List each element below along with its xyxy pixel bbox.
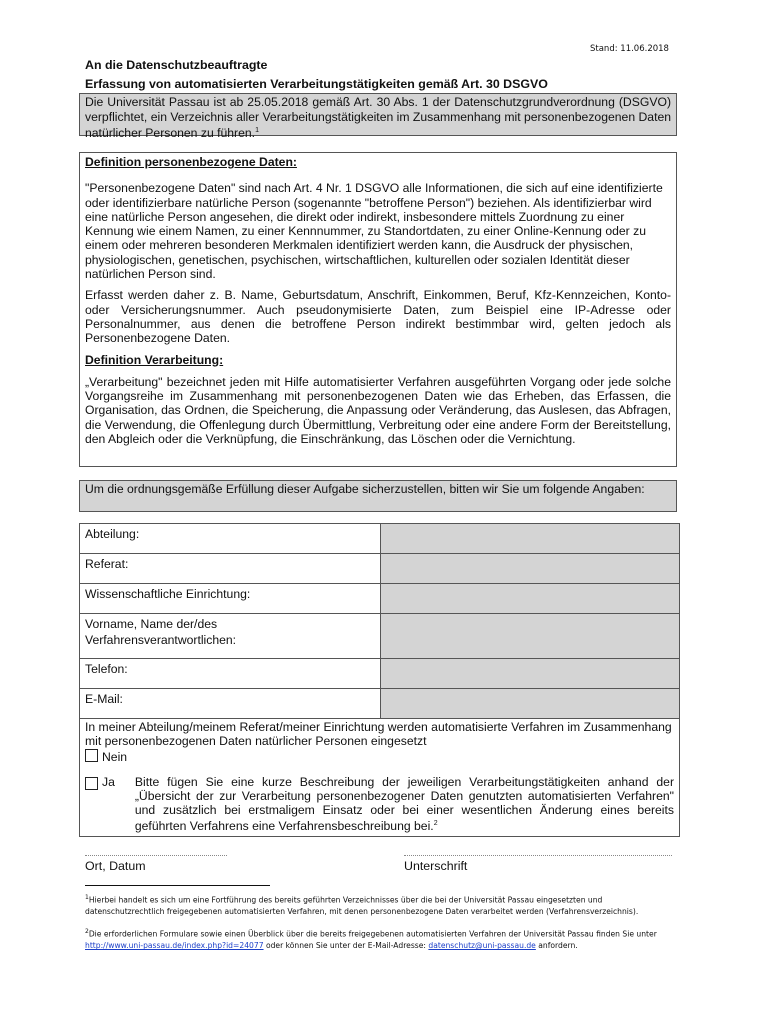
abteilung-label: Abteilung: <box>80 524 381 554</box>
checkbox-yes[interactable] <box>85 777 98 790</box>
email-label: E-Mail: <box>80 689 381 719</box>
referat-label: Referat: <box>80 554 381 584</box>
option-no-label: Nein <box>102 750 128 765</box>
footnote-2-number: 2 <box>85 928 89 935</box>
telefon-field[interactable] <box>381 659 680 689</box>
document-title: Erfassung von automatisierten Verarbeitungstätigkeiten gemäß Art. 30 DSGVO <box>85 77 548 91</box>
intro-text: Die Universität Passau ist ab 25.05.2018 gemäß Art. 30 Abs. 1 der Datenschutzgrundverordnung (DSGVO) verpflichtet, ein Verzeichnis aller Verarbeitungstätigkeiten im Zusammenhang mit personenbezogenen Daten natürlicher Personen zu führen. <box>85 95 672 141</box>
footnote-2-text-c: anfordern. <box>535 941 578 951</box>
usage-question: In meiner Abteilung/meinem Referat/meiner Einrichtung werden automatisierte Verfahren im Zusammenhang mit personenbezogenen Daten natürlicher Personen eingesetzt <box>85 720 672 749</box>
usage-question-cell <box>80 719 680 837</box>
footnote-2-email-link[interactable]: datenschutz@uni-passau.de <box>428 941 536 951</box>
option-yes-description <box>135 775 674 834</box>
signature-line <box>404 855 672 856</box>
definition-personal-examples: Erfasst werden daher z. B. Name, Geburtsdatum, Anschrift, Einkommen, Beruf, Kfz-Kennzeichen, Konto- oder Versicherungsnummer. Auch pseudonymisierte Daten, zum Beispiel eine IP-Adresse oder Personalnummer, aus denen die betroffene Person indirekt bestimmbar wird, gelten jedoch als Personenbezogene Daten. <box>85 288 671 346</box>
definitions-box <box>79 152 677 467</box>
request-box <box>79 480 677 512</box>
einrichtung-label: Wissenschaftliche Einrichtung: <box>80 584 381 614</box>
signature-label: Unterschrift <box>404 859 468 873</box>
verantwortlicher-label-line2: Verfahrensverantwortlichen: <box>85 633 237 647</box>
footnote-2-link[interactable]: http://www.uni-passau.de/index.php?id=24077 <box>85 941 264 951</box>
place-date-label: Ort, Datum <box>85 859 146 873</box>
footnote-ref-1[interactable]: 1 <box>255 127 259 134</box>
einrichtung-field[interactable] <box>381 584 680 614</box>
verantwortlicher-label <box>80 614 381 659</box>
verantwortlicher-label-line1: Vorname, Name der/des <box>85 617 218 631</box>
recipient-heading: An die Datenschutzbeauftragte <box>85 58 268 72</box>
option-yes[interactable] <box>85 775 674 834</box>
abteilung-field[interactable] <box>381 524 680 554</box>
definition-personal-text: "Personenbezogene Daten" sind nach Art. 4 Nr. 1 DSGVO alle Informationen, die sich auf eine identifizierte oder identifizierbare natürliche Person (sogenannte "betroffene Person") beziehen. Als identifizierbar wird eine natürliche Person angesehen, die direkt oder indirekt, insbesondere mittels Zuordnung zu einer Kennung wie einem Namen, zu einer Kennnummer, zu Standortdaten, zu einer Online-Kennung oder zu einem oder mehreren besonderen Merkmalen identifiziert werden kann, die Ausdruck der physischen, physiologischen, genetischen, psychischen, wirtschaftlichen, kulturellen oder sozialen Identität dieser natürlichen Person sind. <box>85 181 663 282</box>
option-yes-label: Ja <box>102 774 115 789</box>
footnote-ref-2[interactable]: 2 <box>433 820 438 828</box>
definition-processing-heading: Definition Verarbeitung: <box>85 352 224 367</box>
footnote-2-text-b: oder können Sie unter der E-Mail-Adresse: <box>263 941 429 951</box>
checkbox-no[interactable] <box>85 749 98 762</box>
verantwortlicher-field[interactable] <box>381 614 680 659</box>
place-date-line <box>85 855 227 856</box>
option-yes-text: Bitte fügen Sie eine kurze Beschreibung der jeweiligen Verarbeitungstätigkeiten anhand der „Übersicht der zur Verarbeitung personenbezogener Daten genutzten automatisierten Verfahren" und zusätzlich bei erstmaligem Einsatz oder bei einer wesentlichen Änderung eines bereits geführten Verfahrens eine Verfahrensbeschreibung bei. <box>134 774 674 834</box>
footnote-1-text: Hierbei handelt es sich um eine Fortführung des bereits geführten Verzeichnisses über die bei der Universität Passau eingesetzten und datenschutzrechtlich freigegebenen automatisierten Verfahren, mit denen personenbezogene Daten verarbeitet werden (Verfahrensverzeichnis). <box>85 895 639 917</box>
footnote-1-number: 1 <box>85 894 89 901</box>
footnote-separator <box>85 885 270 886</box>
date-stamp: Stand: 11.06.2018 <box>590 44 669 54</box>
intro-box <box>79 93 677 141</box>
request-text: Um die ordnungsgemäße Erfüllung dieser Aufgabe sicherzustellen, bitten wir Sie um folgende Angaben: <box>85 482 645 496</box>
footnote-1 <box>85 892 675 918</box>
telefon-label: Telefon: <box>80 659 381 689</box>
footnote-2-text-a: Die erforderlichen Formulare sowie einen Überblick über die bereits freigegebenen automatisierten Verfahren der Universität Passau finden Sie unter <box>88 929 657 939</box>
definition-processing-text: „Verarbeitung" bezeichnet jeden mit Hilfe automatisierter Verfahren ausgeführten Vorgang oder jede solche Vorgangsreihe im Zusammenhang mit personenbezogenen Daten wie das Erheben, das Erfassen, die Organisation, das Ordnen, die Speicherung, die Anpassung oder Veränderung, das Auslesen, das Abfragen, die Verwendung, die Offenlegung durch Übermittlung, Verbreitung oder eine andere Form der Bereitstellung, den Abgleich oder die Verknüpfung, die Einschränkung, das Löschen oder die Vernichtung. <box>85 374 671 447</box>
details-form <box>79 523 680 837</box>
footnote-2 <box>85 926 675 952</box>
option-no[interactable] <box>85 749 674 764</box>
referat-field[interactable] <box>381 554 680 584</box>
definition-personal-heading: Definition personenbezogene Daten: <box>85 155 297 169</box>
email-field[interactable] <box>381 689 680 719</box>
